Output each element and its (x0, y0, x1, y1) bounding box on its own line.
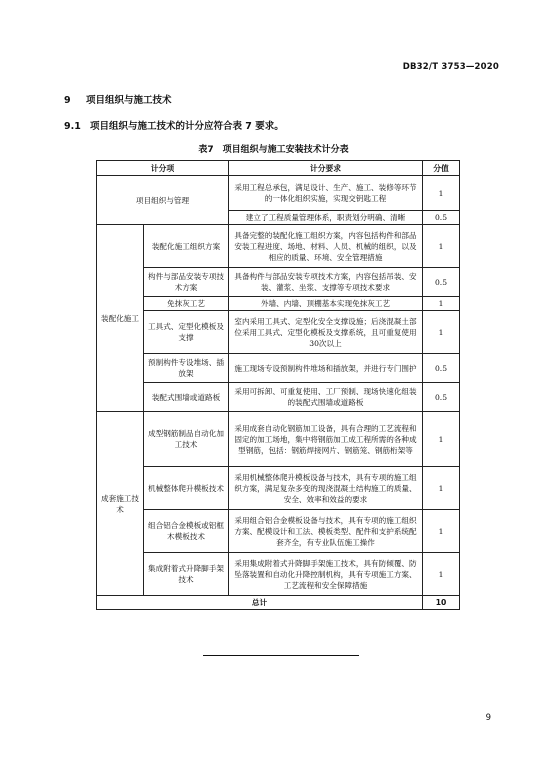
row-score: 0.5 (423, 211, 460, 225)
section-heading (64, 92, 172, 106)
table-row (97, 176, 460, 211)
end-rule (203, 655, 359, 656)
row-category: 成套施工技术 (97, 412, 144, 596)
row-requirement: 施工现场专设预制构件堆场和插放架，并进行专门围护 (229, 354, 423, 383)
row-requirement: 采用组合铝合金模板设备与技术，具有专项的施工组织方案、配模设计和工法、模板类型、配件和支护系统配套齐全，有专业队伍施工操作 (229, 510, 423, 553)
page-number: 9 (485, 713, 491, 723)
header-item: 计分项 (97, 161, 229, 176)
row-subitem: 成型钢筋制品自动化加工技术 (144, 412, 229, 467)
row-score: 1 (423, 467, 460, 510)
section-number: 9 (64, 95, 71, 106)
row-requirement: 具备完整的装配化施工组织方案，内容包括构件和部品安装工程进度、场地、材料、人员、机械的组织，以及相应的质量、环境、安全管理措施 (229, 225, 423, 268)
row-category: 项目组织与管理 (97, 176, 229, 225)
row-subitem: 组合铝合金模板或铝框木模板技术 (144, 510, 229, 553)
row-score: 0.5 (423, 268, 460, 297)
row-score: 0.5 (423, 354, 460, 383)
clause-text (64, 118, 284, 132)
row-category: 装配化施工 (97, 225, 144, 412)
table-row (97, 383, 460, 412)
row-score: 1 (423, 412, 460, 467)
clause-number: 9.1 (64, 121, 81, 132)
table-row (97, 297, 460, 311)
table-header-row (97, 161, 460, 176)
table-caption: 表7 项目组织与施工安装技术计分表 (198, 145, 349, 155)
total-label: 总计 (97, 596, 423, 610)
scoring-table (96, 160, 460, 610)
row-subitem: 免抹灰工艺 (144, 297, 229, 311)
row-subitem: 装配式围墙或道路板 (144, 383, 229, 412)
row-score: 1 (423, 297, 460, 311)
section-title: 项目组织与施工技术 (86, 95, 172, 106)
row-subitem: 构件与部品安装专项技术方案 (144, 268, 229, 297)
row-score: 1 (423, 311, 460, 354)
row-requirement: 建立了工程质量管理体系，职责划分明确、清晰 (229, 211, 423, 225)
row-score: 1 (423, 553, 460, 596)
row-requirement: 采用集成附着式升降脚手架施工技术，具有防倾覆、防坠落装置和自动化升降控制机构，具有专项施工方案、工艺流程和安全保障措施 (229, 553, 423, 596)
table-row (97, 510, 460, 553)
row-subitem: 机械整体爬升模板技术 (144, 467, 229, 510)
row-subitem: 工具式、定型化模板及支撑 (144, 311, 229, 354)
table-row (97, 225, 460, 268)
row-subitem: 集成附着式升降脚手架技术 (144, 553, 229, 596)
document-code: DB32/T 3753—2020 (402, 62, 499, 72)
row-score: 1 (423, 176, 460, 211)
table-total-row (97, 596, 460, 610)
header-requirement: 计分要求 (229, 161, 423, 176)
row-requirement: 采用可拆卸、可重复使用、工厂预制、现场快速化组装的装配式围墙或道路板 (229, 383, 423, 412)
row-requirement: 外墙、内墙、顶棚基本实现免抹灰工艺 (229, 297, 423, 311)
row-score: 1 (423, 225, 460, 268)
table-row (97, 268, 460, 297)
row-requirement: 采用工程总承包，满足设计、生产、施工、装修等环节的一体化组织实施，实现交钥匙工程 (229, 176, 423, 211)
table-row (97, 354, 460, 383)
row-score: 0.5 (423, 383, 460, 412)
row-requirement: 室内采用工具式、定型化安全支撑设施；后浇混凝土部位采用工具式、定型化模板及支撑系统，且可重复使用30次以上 (229, 311, 423, 354)
table-row (97, 412, 460, 467)
total-score: 10 (423, 596, 460, 610)
row-requirement: 具备构件与部品安装专项技术方案，内容包括吊装、安装、灌浆、坐浆、支撑等专项技术要求 (229, 268, 423, 297)
row-requirement: 采用机械整体爬升模板设备与技术，具有专项的施工组织方案，满足复杂多变的现浇混凝土结构施工的质量、安全、效率和效益的要求 (229, 467, 423, 510)
row-score: 1 (423, 510, 460, 553)
table-row (97, 467, 460, 510)
header-score: 分值 (423, 161, 460, 176)
row-requirement: 采用成套自动化钢筋加工设备，具有合理的工艺流程和固定的加工场地，集中将钢筋加工成工程所需的各种成型钢筋，包括：钢筋焊接网片、钢筋笼、钢筋桁架等 (229, 412, 423, 467)
row-subitem: 预制构件专设堆场、插放架 (144, 354, 229, 383)
row-subitem: 装配化施工组织方案 (144, 225, 229, 268)
table-row (97, 311, 460, 354)
table-row (97, 553, 460, 596)
clause-body: 项目组织与施工技术的计分应符合表 7 要求。 (90, 121, 284, 132)
